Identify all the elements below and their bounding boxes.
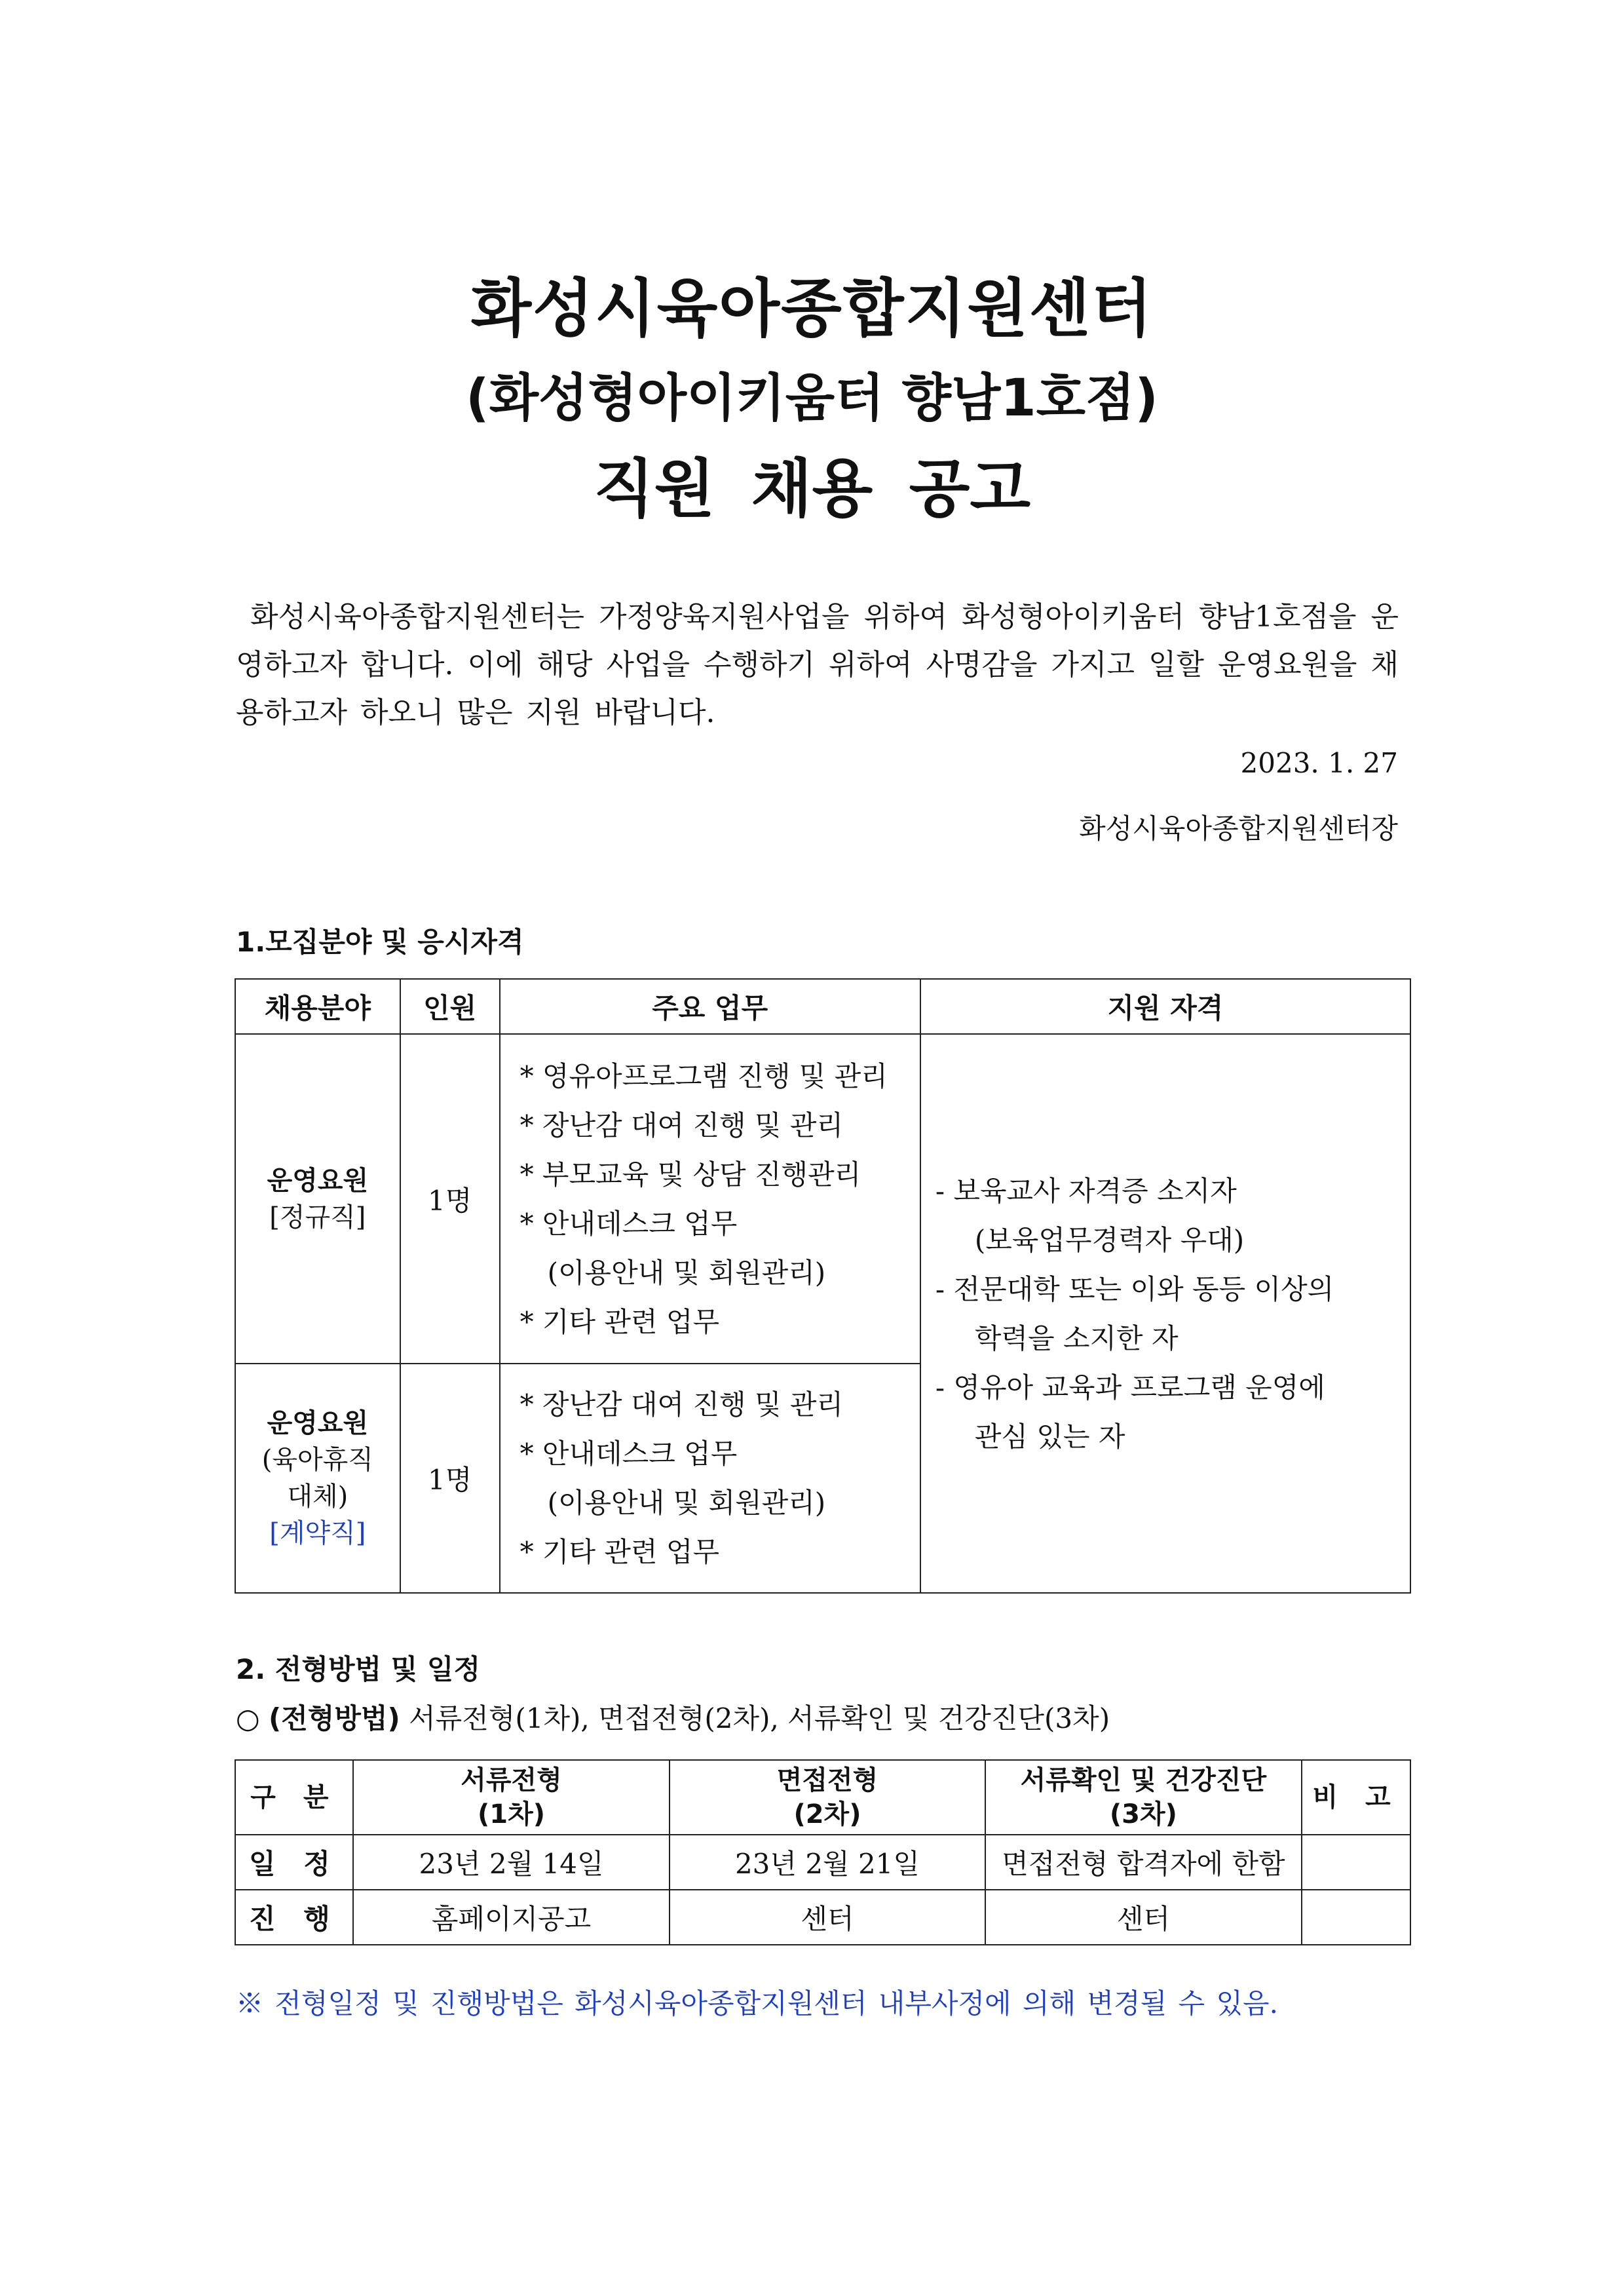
signer: 화성시육아종합지원센터장 bbox=[1079, 813, 1398, 845]
count-cell: 1명 bbox=[400, 1364, 500, 1593]
category-sub: 대체) bbox=[287, 1482, 349, 1512]
duty-item: * 기타 관련 업무 bbox=[519, 1305, 720, 1338]
row-label: 진 행 bbox=[235, 1890, 353, 1945]
section2-heading: 2. 전형방법 및 일정 bbox=[236, 1653, 481, 1685]
duty-item: * 장난감 대여 진행 및 관리 bbox=[519, 1109, 844, 1141]
duties-cell bbox=[500, 1364, 920, 1593]
schedule-cell: 홈페이지공고 bbox=[353, 1890, 670, 1945]
category-contract: [계약직] bbox=[269, 1518, 366, 1548]
schedule-cell: 면접전형 합격자에 한함 bbox=[985, 1835, 1302, 1890]
recruitment-table bbox=[235, 978, 1411, 1594]
schedule-header-row bbox=[235, 1760, 1410, 1835]
selection-method bbox=[236, 1697, 1110, 1736]
document-title: 화성시육아종합지원센터 bbox=[470, 272, 1154, 345]
table-row bbox=[235, 1890, 1410, 1945]
schedule-cell: 23년 2월 14일 bbox=[353, 1835, 670, 1890]
duty-item: * 안내데스크 업무 bbox=[519, 1207, 738, 1240]
section1-heading: 1.모집분야 및 응시자격 bbox=[236, 926, 524, 958]
duty-item: * 기타 관련 업무 bbox=[519, 1536, 720, 1568]
intro-paragraph bbox=[236, 593, 1399, 737]
document-heading: 직원 채용 공고 bbox=[593, 452, 1031, 526]
schedule-header: 서류전형 (1차) bbox=[353, 1760, 670, 1835]
schedule-table bbox=[235, 1759, 1411, 1945]
method-text: 서류전형(1차), 면접전형(2차), 서류확인 및 건강진단(3차) bbox=[409, 1702, 1110, 1734]
count-cell: 1명 bbox=[400, 1034, 500, 1364]
qualification-item: - 영유아 교육과 프로그램 운영에 bbox=[935, 1371, 1325, 1404]
table-row bbox=[235, 1034, 1410, 1364]
row-label: 일 정 bbox=[235, 1835, 353, 1890]
intro-text: 화성시육아종합지원센터는 가정양육지원사업을 위하여 화성형아이키움터 향남1호점을 운영하고자 합니다. 이에 해당 사업을 수행하기 위하여 사명감을 가지고 일할 운영요원을 채용하고자 하오니 많은 지원 바랍니다. bbox=[236, 600, 1399, 729]
qualification-item: - 보육교사 자격증 소지자 bbox=[935, 1174, 1237, 1207]
duties-cell bbox=[500, 1034, 920, 1364]
schedule-cell: 23년 2월 21일 bbox=[670, 1835, 985, 1890]
header-qualifications: 지원 자격 bbox=[920, 979, 1410, 1034]
category-cell bbox=[235, 1364, 400, 1593]
circle-bullet-icon: ○ bbox=[236, 1702, 260, 1734]
duty-item: * 장난감 대여 진행 및 관리 bbox=[519, 1388, 844, 1421]
category-main: 운영요원 bbox=[267, 1408, 369, 1438]
announcement-date: 2023. 1. 27 bbox=[1240, 747, 1398, 779]
qualifications-cell bbox=[920, 1034, 1410, 1593]
qualification-item: - 전문대학 또는 이와 동등 이상의 bbox=[935, 1272, 1334, 1305]
schedule-note: ※ 전형일정 및 진행방법은 화성시육아종합지원센터 내부사정에 의해 변경될 수 있음. bbox=[236, 1987, 1278, 2019]
qualification-item: 관심 있는 자 bbox=[974, 1420, 1125, 1453]
table-header-row bbox=[235, 979, 1410, 1034]
header-count: 인원 bbox=[400, 979, 500, 1034]
duty-item: (이용안내 및 회원관리) bbox=[547, 1256, 826, 1289]
document-subtitle: (화성형아이키움터 향남1호점) bbox=[466, 369, 1158, 428]
duty-item: (이용안내 및 회원관리) bbox=[547, 1487, 826, 1519]
category-main: 운영요원 bbox=[267, 1165, 369, 1196]
method-label: (전형방법) bbox=[269, 1702, 400, 1734]
header-category: 채용분야 bbox=[235, 979, 400, 1034]
schedule-cell bbox=[1302, 1835, 1410, 1890]
schedule-cell: 센터 bbox=[985, 1890, 1302, 1945]
duty-item: * 영유아프로그램 진행 및 관리 bbox=[519, 1060, 888, 1092]
schedule-header: 서류확인 및 건강진단 (3차) bbox=[985, 1760, 1302, 1835]
duty-item: * 안내데스크 업무 bbox=[519, 1438, 738, 1470]
table-row bbox=[235, 1835, 1410, 1890]
schedule-cell: 센터 bbox=[670, 1890, 985, 1945]
schedule-header: 비 고 bbox=[1302, 1760, 1410, 1835]
schedule-header: 면접전형 (2차) bbox=[670, 1760, 985, 1835]
qualification-item: 학력을 소지한 자 bbox=[974, 1322, 1179, 1354]
header-duties: 주요 업무 bbox=[500, 979, 920, 1034]
qualification-item: (보육업무경력자 우대) bbox=[974, 1223, 1245, 1256]
category-cell bbox=[235, 1034, 400, 1364]
category-sub: (육아휴직 bbox=[261, 1445, 373, 1475]
schedule-header: 구 분 bbox=[235, 1760, 353, 1835]
category-sub: [정규직] bbox=[269, 1202, 366, 1233]
duty-item: * 부모교육 및 상담 진행관리 bbox=[519, 1158, 861, 1191]
schedule-cell bbox=[1302, 1890, 1410, 1945]
